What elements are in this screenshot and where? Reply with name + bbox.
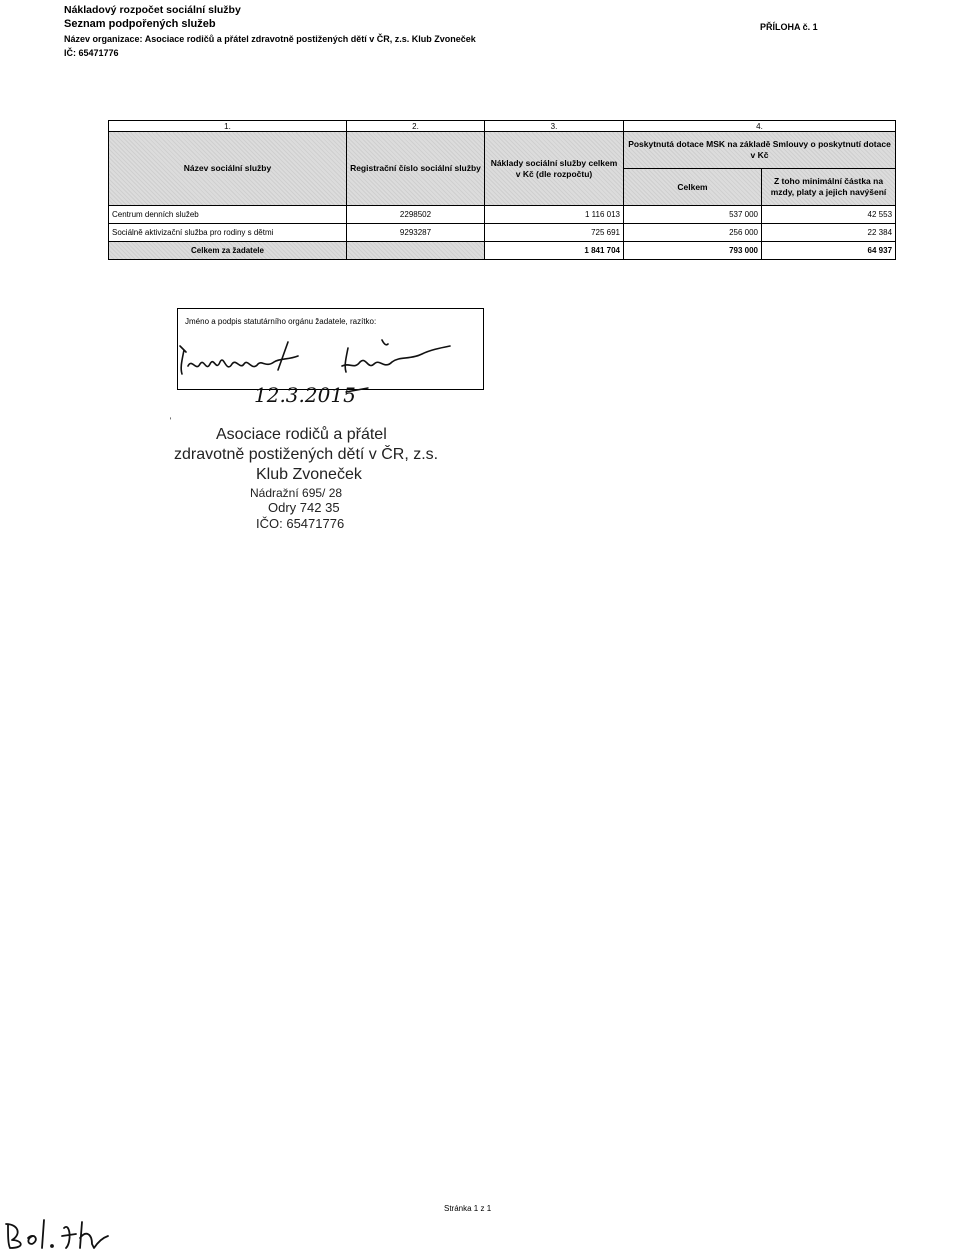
stamp-line: IČO: 65471776	[256, 516, 345, 531]
document-subtitle: Seznam podpořených služeb	[64, 18, 216, 30]
header-service-name: Název sociální služby	[109, 132, 347, 206]
header-min-wages: Z toho minimální částka na mzdy, platy a jejich navýšení	[762, 169, 896, 206]
sum-row	[109, 242, 896, 260]
registration-number: 2298502	[347, 206, 485, 224]
stamp-line: Odry 742 35	[268, 500, 340, 515]
column-number: 3.	[485, 121, 624, 132]
column-number: 1.	[109, 121, 347, 132]
stamp-line: Nádražní 695/ 28	[250, 486, 343, 500]
stamp-line: Asociace rodičů a přátel	[216, 426, 387, 443]
column-number: 4.	[624, 121, 896, 132]
subsidy-total: 256 000	[624, 224, 762, 242]
min-wages-value: 42 553	[762, 206, 896, 224]
registration-number: 9293287	[347, 224, 485, 242]
header-registration-number: Registrační číslo sociální služby	[347, 132, 485, 206]
handwritten-initials	[0, 1214, 120, 1254]
service-name: Centrum denních služeb	[109, 206, 347, 224]
page-number: Stránka 1 z 1	[444, 1204, 492, 1213]
stamp-line: Klub Zvoneček	[256, 466, 362, 483]
service-name: Sociálně aktivizační služba pro rodiny s dětmi	[109, 224, 347, 242]
column-number: 2.	[347, 121, 485, 132]
handwritten-signature	[170, 330, 480, 420]
organization-ic: IČ: 65471776	[64, 48, 119, 58]
document-title: Nákladový rozpočet sociální služby	[64, 4, 241, 16]
sum-costs: 1 841 704	[485, 242, 624, 260]
sum-label: Celkem za žadatele	[109, 242, 347, 260]
sum-min-wages: 64 937	[762, 242, 896, 260]
sum-subsidy-total: 793 000	[624, 242, 762, 260]
table-row	[109, 224, 896, 242]
services-table	[108, 120, 896, 260]
min-wages-value: 22 384	[762, 224, 896, 242]
costs-value: 1 116 013	[485, 206, 624, 224]
header-costs: Náklady sociální služby celkem v Kč (dle rozpočtu)	[485, 132, 624, 206]
header-subsidy: Poskytnutá dotace MSK na základě Smlouvy o poskytnutí dotace v Kč	[624, 132, 896, 169]
table-row	[109, 206, 896, 224]
signature-label: Jméno a podpis statutárního orgánu žadatele, razítko:	[185, 317, 377, 326]
subsidy-total: 537 000	[624, 206, 762, 224]
column-number-row	[109, 121, 896, 132]
annex-label: PŘÍLOHA č. 1	[760, 22, 818, 32]
costs-value: 725 691	[485, 224, 624, 242]
sum-empty-cell	[347, 242, 485, 260]
header-row	[109, 132, 896, 169]
svg-text:12.3.2015: 12.3.2015	[254, 383, 356, 407]
organization-name: Název organizace: Asociace rodičů a přátel zdravotně postižených dětí v ČR, z.s. Klub Zvoneček	[64, 34, 476, 44]
stamp-line: zdravotně postižených dětí v ČR, z.s.	[174, 446, 439, 463]
header-total: Celkem	[624, 169, 762, 206]
